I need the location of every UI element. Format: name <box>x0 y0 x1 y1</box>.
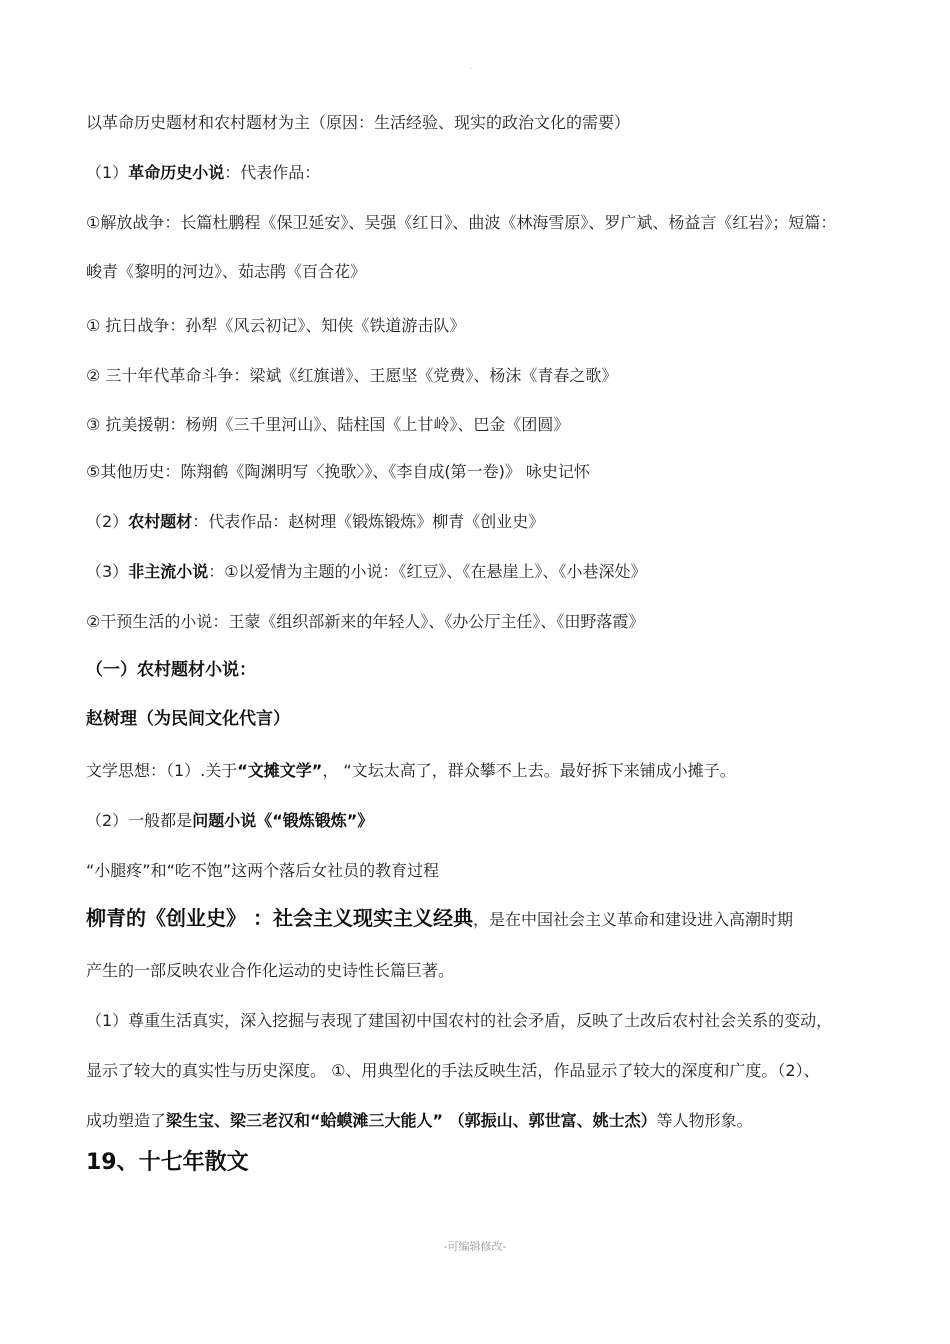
zhao-shuli-heading: 赵树理（为民间文化代言） <box>86 709 290 729</box>
section-2-prefix: （2） <box>86 512 129 531</box>
section-3-prefix: （3） <box>86 562 129 581</box>
other-history-line: ⑤其他历史：陈翔鹤《陶渊明写〈挽歌〉》、《李自成(第一卷)》 咏史记怀 <box>86 462 590 481</box>
header-dot: . <box>470 62 473 71</box>
liberation-war-line: ①解放战争：长篇杜鹏程《保卫延安》、吴强《红日》、曲波《林海雪原》、罗广斌、杨益言《红岩》；短篇： <box>86 213 837 232</box>
education-process-line: “小腿疼”和“吃不饱”这两个落后女社员的教育过程 <box>86 861 440 880</box>
thirties-struggle-line: ② 三十年代革命斗争：梁斌《红旗谱》、王愿坚《党费》、杨沫《青春之歌》 <box>86 366 618 385</box>
characters-prefix: 成功塑造了 <box>86 1111 167 1130</box>
section-1-title: 革命历史小说 <box>128 163 225 182</box>
intro-line: 以革命历史题材和农村题材为主（原因：生活经验、现实的政治文化的需要） <box>86 113 631 132</box>
literary-thought-rest: ， “文坛太高了，群众攀不上去。最好拆下来铺成小摊子。 <box>322 761 736 780</box>
section-1-prefix: （1） <box>86 163 129 182</box>
liu-qing-rest: ，是在中国社会主义革命和建设进入高潮时期 <box>472 910 793 929</box>
point-2-line: 显示了较大的真实性与历史深度。 ①、用典型化的手法反映生活，作品显示了较大的深度和广度。（2）、 <box>86 1061 820 1080</box>
interfere-life-line: ②干预生活的小说：王蒙《组织部新来的年轻人》、《办公厅主任》、《田野落霞》 <box>86 612 645 631</box>
section-3-title: 非主流小说 <box>128 562 209 581</box>
short-stories-line: 峻青《黎明的河边》、茹志鹃《百合花》 <box>86 262 367 281</box>
section-2-heading <box>86 511 544 533</box>
characters-bold: 梁生宝、梁三老汉和“蛤蟆滩三大能人” （郭振山、郭世富、姚士杰） <box>166 1111 657 1130</box>
section-2-rest: ：代表作品：赵树理《锻炼锻炼》柳青《创业史》 <box>192 512 545 531</box>
point-1-line: （1）尊重生活真实，深入挖掘与表现了建国初中国农村的社会矛盾，反映了土改后农村社会关系的变动， <box>86 1011 833 1030</box>
section-3-rest: ：①以爱情为主题的小说：《红豆》、《在悬崖上》、《小巷深处》 <box>208 562 647 581</box>
characters-rest: 等人物形象。 <box>656 1111 753 1130</box>
literary-thought-prefix: 文学思想：（1）.关于 <box>86 761 238 780</box>
section-3-heading <box>86 561 647 583</box>
section-1-heading <box>86 162 320 184</box>
literary-thought-line <box>86 760 736 782</box>
characters-line <box>86 1110 753 1132</box>
liu-qing-line <box>86 907 793 931</box>
problem-novel-prefix: （2）一般都是 <box>86 811 193 830</box>
problem-novel-line <box>86 810 373 832</box>
liu-qing-title: 柳青的《创业史》 ：社会主义现实主义经典 <box>86 906 473 930</box>
footer-text: -可编辑修改- <box>443 1240 507 1253</box>
prose-section-heading: 19、十七年散文 <box>86 1150 249 1175</box>
problem-novel-bold: 问题小说《“锻炼锻炼”》 <box>192 811 374 830</box>
rural-novels-heading: （一）农村题材小说： <box>86 660 256 680</box>
section-1-rest: ：代表作品： <box>224 163 321 182</box>
section-2-title: 农村题材 <box>128 512 193 531</box>
literary-thought-bold: “文摊文学” <box>237 761 323 780</box>
epic-novel-line: 产生的一部反映农业合作化运动的史诗性长篇巨著。 <box>86 961 455 980</box>
korean-war-line: ③ 抗美援朝：杨朔《三千里河山》、陆柱国《上甘岭》、巴金《团圆》 <box>86 415 570 434</box>
anti-japanese-line: ① 抗日战争：孙犁《风云初记》、知侠《铁道游击队》 <box>86 316 466 335</box>
